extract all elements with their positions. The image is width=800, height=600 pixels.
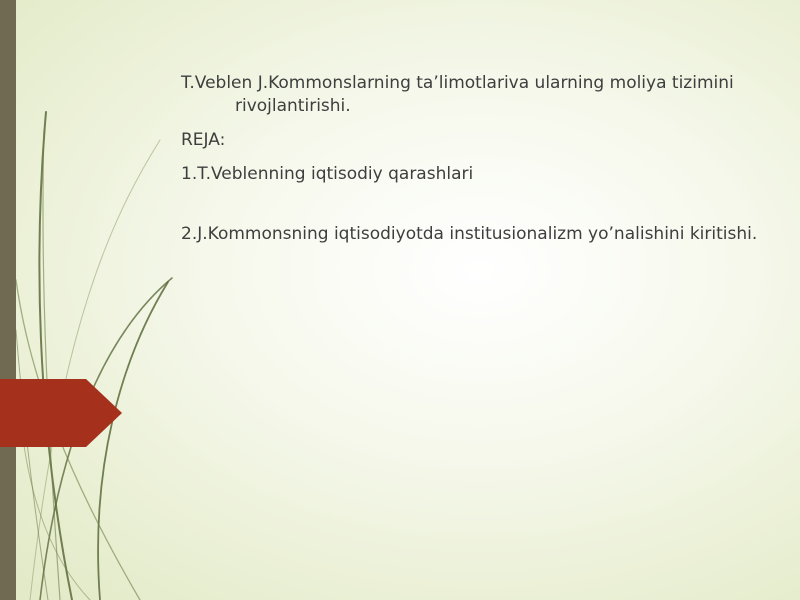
slide-content xyxy=(181,72,761,257)
plan-item-2: 2.J.Kommonsning iqtisodiyotda institusionalizm yo’nalishini kiritishi. xyxy=(181,224,758,244)
plan-item-1: 1.T.Veblenning iqtisodiy qarashlari xyxy=(181,164,474,184)
spacer xyxy=(181,197,761,223)
plan-label: REJA: xyxy=(181,130,226,150)
slide-title: T.Veblen J.Kommonslarning ta’limotlariva ularning moliya tizimini rivojlantirishi. xyxy=(181,73,734,116)
red-arrow-tab xyxy=(0,379,122,447)
